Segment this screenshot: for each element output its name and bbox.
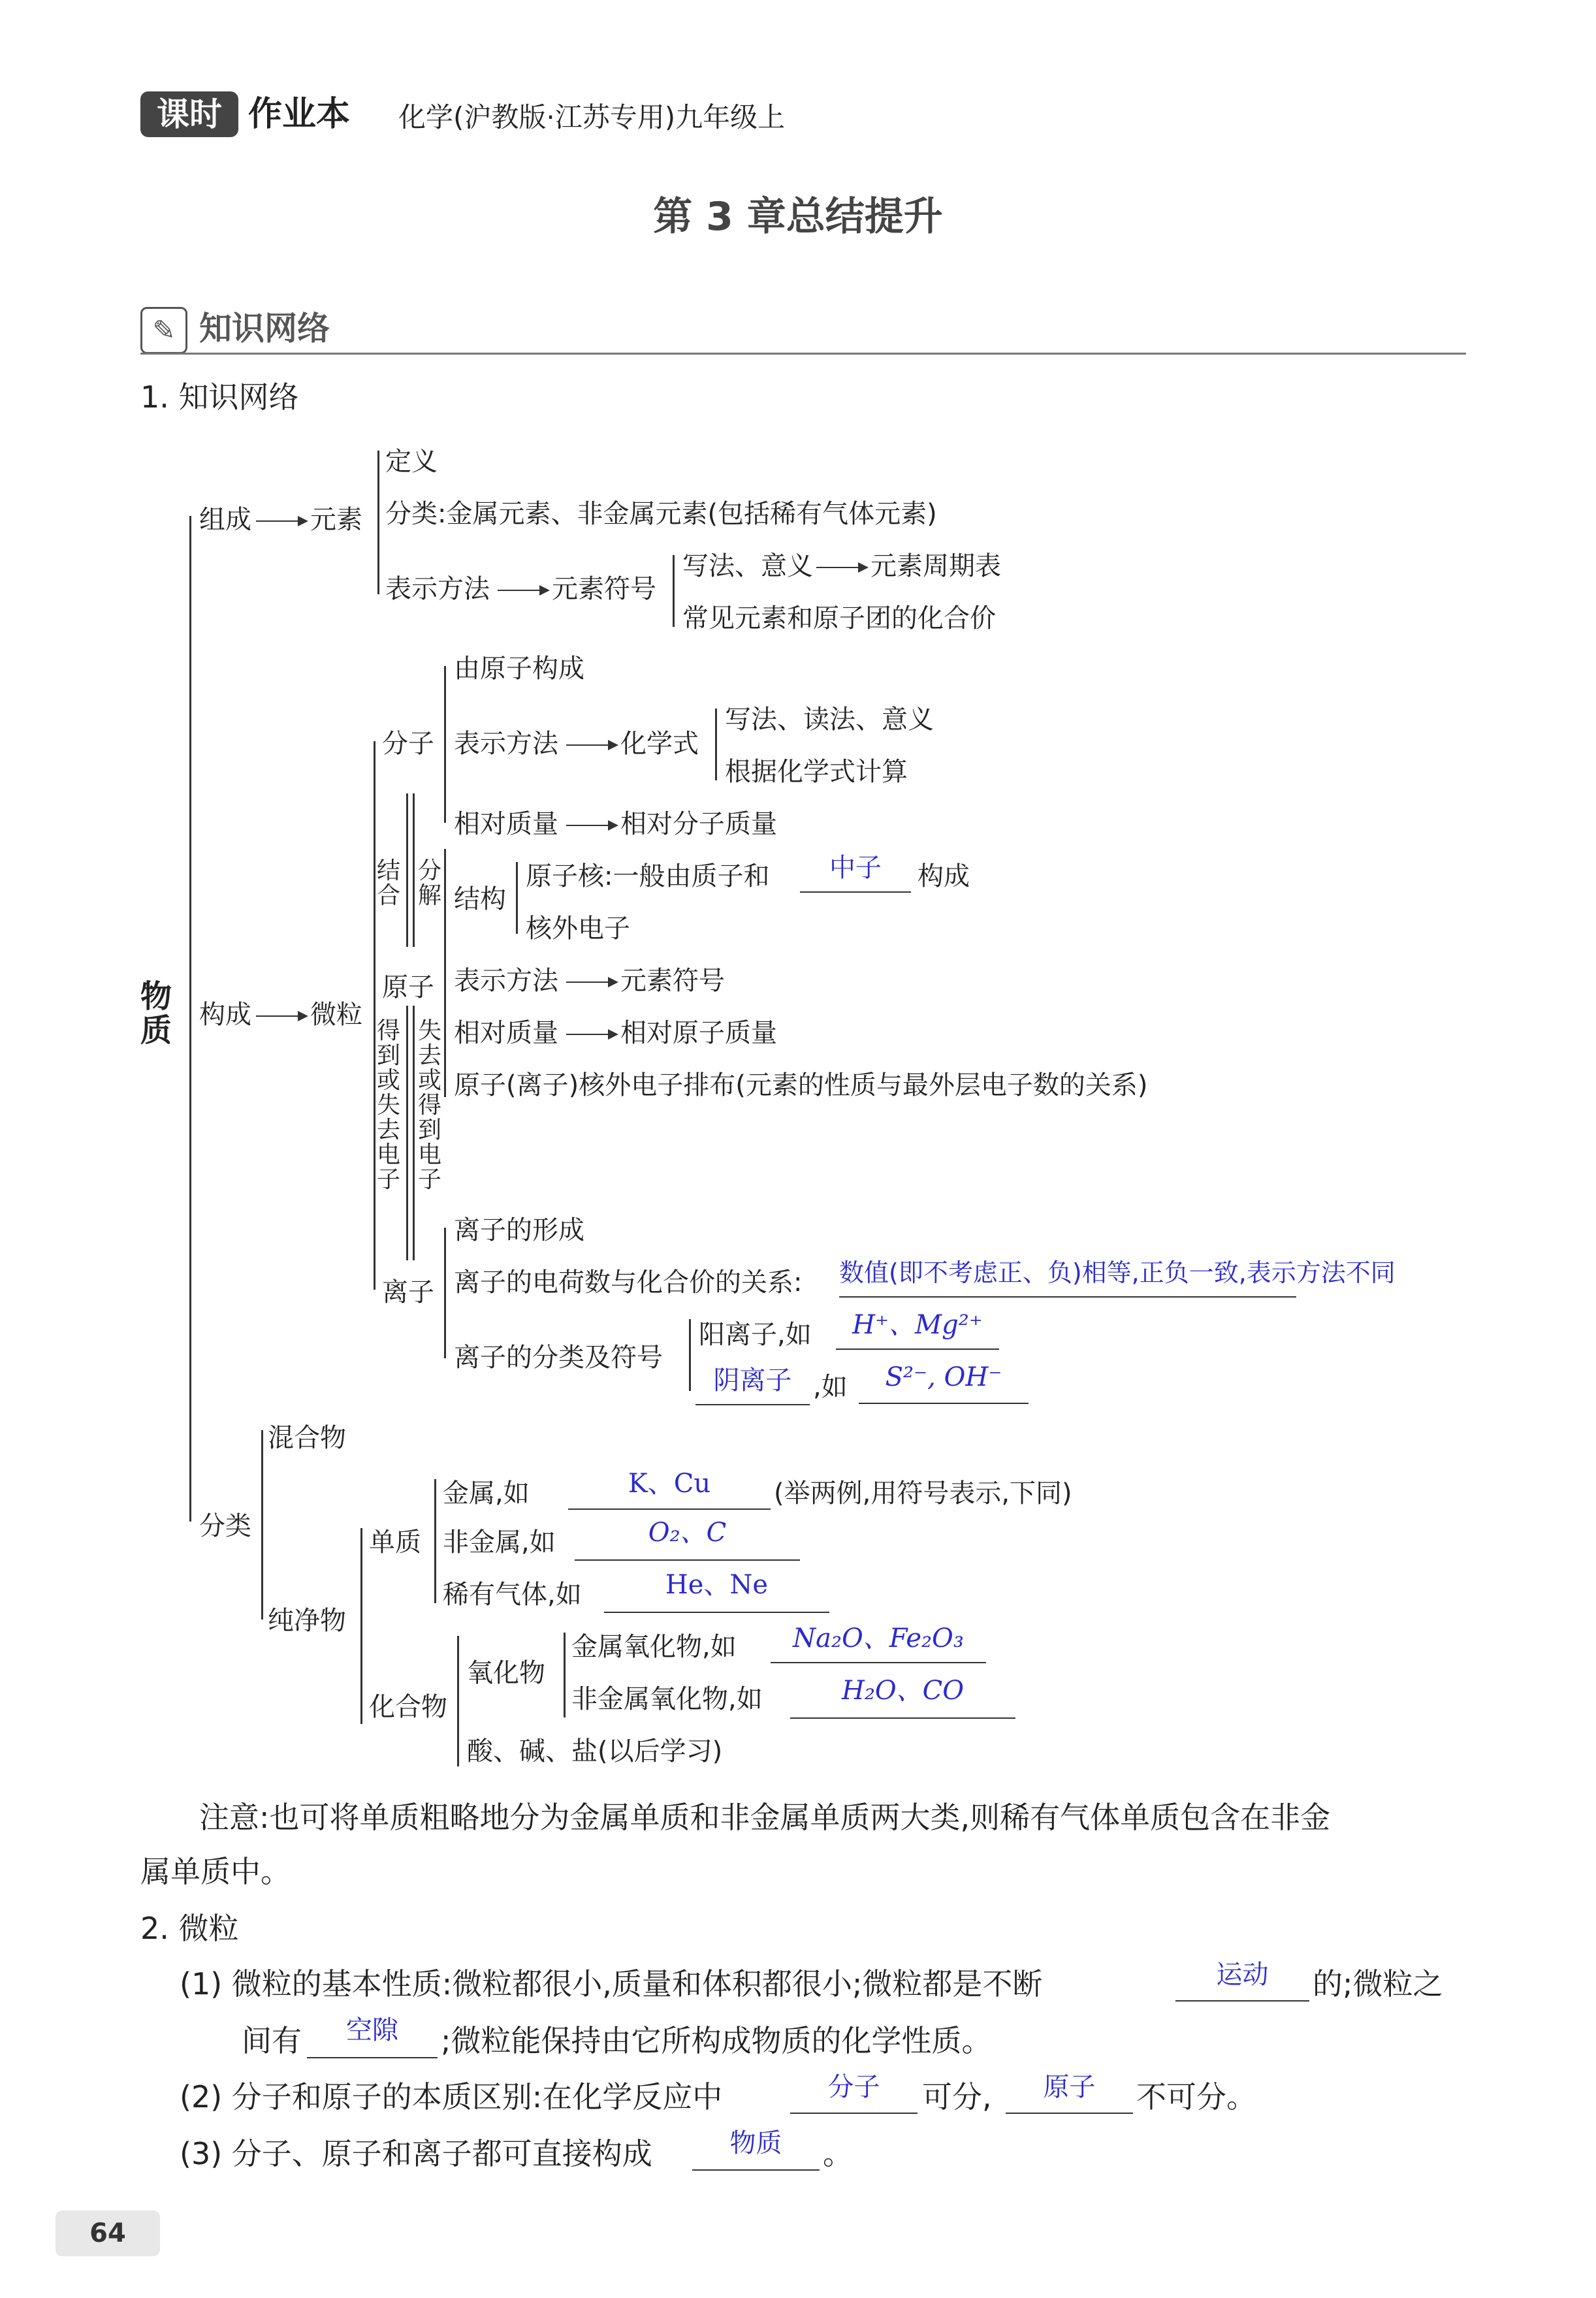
jiehe-label: 结合 [376, 857, 400, 909]
zucheng-label: 组成 [199, 505, 251, 535]
dedao-label: 得到或失去电子 [376, 1017, 400, 1193]
note-line1: 注意:也可将单质粗略地分为金属单质和非金属单质两大类,则稀有气体单质包含在非金 [199, 1800, 1331, 1835]
yuanzi-label: 原子 [382, 972, 434, 1002]
header-logo: 课时 [140, 91, 238, 137]
jisuan: 根据化学式计算 [725, 757, 908, 787]
yanghuawu: 氧化物 [467, 1658, 545, 1688]
q2-p2b: 可分, [922, 2079, 992, 2114]
blank-line [790, 1717, 1015, 1719]
xiefa2: 写法、读法、意义 [725, 705, 934, 735]
note-line2: 属单质中。 [140, 1854, 291, 1889]
bracket [516, 862, 518, 934]
biaoshi-element: 表示方法 [385, 574, 490, 604]
xiyou: 稀有气体,如 [443, 1580, 582, 1610]
answer-xiyou: He、Ne [665, 1570, 769, 1600]
xiangdui1: 相对质量 [454, 809, 558, 839]
answer-feijinshu: O₂、C [648, 1518, 727, 1548]
section-title: 知识网络 [199, 310, 330, 347]
biaoshi-atom: 表示方法 [454, 966, 558, 996]
header-book: 作业本 [248, 95, 351, 134]
q2-p3b: 。 [823, 2136, 853, 2171]
arrow [566, 825, 617, 826]
bracket [457, 1636, 459, 1766]
q2-p2c: 不可分。 [1136, 2079, 1256, 2114]
hewai: 核外电子 [526, 914, 630, 944]
goucheng2: 构成 [918, 861, 970, 891]
yuanzihe: 原子核:一般由质子和 [526, 861, 770, 891]
answer-yinlizi-name: 阴离子 [713, 1365, 792, 1396]
answer-guanxi: 数值(即不考虑正、负)相等,正负一致,表示方法不同 [839, 1258, 1396, 1287]
root-label: 物质 [140, 978, 172, 1049]
answer-fenzi: 分子 [827, 2072, 880, 2102]
shiqu-label: 失去或得到电子 [417, 1017, 441, 1193]
jiegou: 结构 [454, 884, 506, 914]
yuansufuhao: 元素符号 [552, 574, 656, 604]
arrow [566, 981, 617, 983]
fenjie-label: 分解 [417, 857, 441, 909]
blank-line [695, 1404, 810, 1405]
yanglizi: 阳离子,如 [699, 1320, 812, 1350]
q1-title: 1. 知识网络 [140, 379, 299, 415]
fenzi-label: 分子 [382, 729, 434, 759]
answer-yinlizi: S²⁻, OH⁻ [885, 1362, 1002, 1392]
blank-line [568, 1508, 771, 1510]
blank-line [692, 2169, 820, 2171]
arrow [566, 744, 617, 746]
bracket [261, 1430, 263, 1620]
blank-line [604, 1612, 829, 1613]
arrow [498, 590, 549, 591]
ru: ,如 [813, 1372, 848, 1402]
paibu: 原子(离子)核外电子排布(元素的性质与最外层电子数的关系) [454, 1070, 1148, 1100]
arrow [816, 567, 867, 568]
chunjingwu: 纯净物 [268, 1606, 346, 1636]
bracket [564, 1633, 566, 1717]
answer-fjsyh: H₂O、CO [841, 1676, 965, 1706]
arrow-down [413, 793, 415, 947]
bracket [444, 849, 446, 1097]
xiefa1: 写法、意义 [682, 551, 813, 581]
xingcheng: 离子的形成 [454, 1215, 584, 1245]
chapter-title: 第 3 章总结提升 [653, 194, 943, 240]
answer-yuanzi: 原子 [1043, 2072, 1096, 2102]
weili-label: 微粒 [310, 1000, 362, 1030]
answer-jsyh: Na₂O、Fe₂O₃ [793, 1623, 964, 1653]
bracket [360, 1528, 362, 1724]
bracket [374, 741, 375, 1290]
huaxueshi: 化学式 [620, 729, 699, 759]
huahejia: 常见元素和原子团的化合价 [682, 603, 996, 633]
fenlei-label: 分类 [199, 1511, 251, 1541]
page-number: 64 [56, 2210, 160, 2256]
answer-jinshu: K、Cu [628, 1469, 711, 1499]
blank-line [839, 1296, 1296, 1298]
blank-line [1175, 2000, 1309, 2002]
fenlei-element: 分类:金属元素、非金属元素(包括稀有气体元素) [385, 499, 937, 529]
q2-p1c: 间有 [242, 2023, 302, 2058]
blank-line [307, 2057, 438, 2058]
feijinshu: 非金属,如 [443, 1527, 556, 1557]
answer-yundong: 运动 [1216, 1960, 1269, 1990]
main-bracket [189, 516, 191, 1522]
goucheng-label: 构成 [199, 1000, 251, 1030]
hunhewu: 混合物 [268, 1423, 346, 1453]
arrow [566, 1034, 617, 1035]
answer-zhongzi: 中子 [829, 853, 882, 883]
q2-p1b: 的;微粒之 [1313, 1966, 1443, 2002]
yuansu-label: 元素 [310, 505, 362, 535]
zhouqibiao: 元素周期表 [870, 551, 1001, 581]
xiangdui2: 相对质量 [454, 1018, 558, 1048]
blank-line [790, 2113, 918, 2114]
blank-line [836, 1348, 999, 1350]
answer-kongxi: 空隙 [346, 2015, 398, 2045]
blank-line [575, 1559, 800, 1561]
answer-yanglizi: H⁺、Mg²⁺ [852, 1310, 983, 1340]
fjsyh: 非金属氧化物,如 [571, 1684, 763, 1714]
jsyh: 金属氧化物,如 [571, 1632, 737, 1662]
q2-p2a: (2) 分子和原子的本质区别:在化学反应中 [180, 2079, 723, 2114]
bracket [715, 709, 717, 780]
q2-p1d: ;微粒能保持由它所构成物质的化学性质。 [441, 2023, 992, 2058]
arrow [256, 1015, 307, 1017]
huahewu: 化合物 [369, 1692, 447, 1722]
bracket [444, 1228, 446, 1358]
jinshu: 金属,如 [443, 1478, 530, 1508]
bracket [689, 1319, 691, 1391]
dianhe: 离子的电荷数与化合价的关系: [454, 1268, 803, 1298]
arrow-down [406, 1006, 408, 1260]
pencil-icon: ✎ [140, 307, 187, 354]
header-subject: 化学(沪教版·江苏专用)九年级上 [398, 101, 786, 133]
q2-p1a: (1) 微粒的基本性质:微粒都很小,质量和体积都很小;微粒都是不断 [180, 1966, 1043, 2002]
biaoshi-mol: 表示方法 [454, 729, 558, 759]
youyuanzi: 由原子构成 [454, 654, 584, 684]
suanjianyan: 酸、碱、盐(以后学习) [467, 1736, 723, 1766]
yuansufuhao2: 元素符号 [620, 966, 725, 996]
fenzizhiliang: 相对分子质量 [620, 809, 777, 839]
answer-wuzhi: 物质 [729, 2128, 782, 2158]
dingyi: 定义 [385, 447, 438, 477]
blank-line [771, 1662, 986, 1663]
bracket [377, 451, 379, 594]
bracket [444, 666, 446, 823]
q2-p3a: (3) 分子、原子和离子都可直接构成 [180, 2136, 652, 2171]
yuanzizhiliang: 相对原子质量 [620, 1018, 777, 1048]
lizi-label: 离子 [382, 1277, 434, 1307]
jushili: (举两例,用符号表示,下同) [774, 1478, 1072, 1508]
arrow [256, 520, 307, 522]
blank-line [859, 1403, 1029, 1404]
arrow-up [406, 793, 408, 947]
blank-line [800, 891, 911, 893]
blank-line [1006, 2113, 1133, 2114]
arrow-up [413, 1006, 415, 1260]
q2-title: 2. 微粒 [140, 1911, 239, 1946]
danzhi: 单质 [369, 1527, 421, 1557]
bracket [673, 555, 675, 627]
section-rule [140, 353, 1466, 355]
bracket [434, 1479, 436, 1603]
fenleifuhao: 离子的分类及符号 [454, 1343, 663, 1373]
